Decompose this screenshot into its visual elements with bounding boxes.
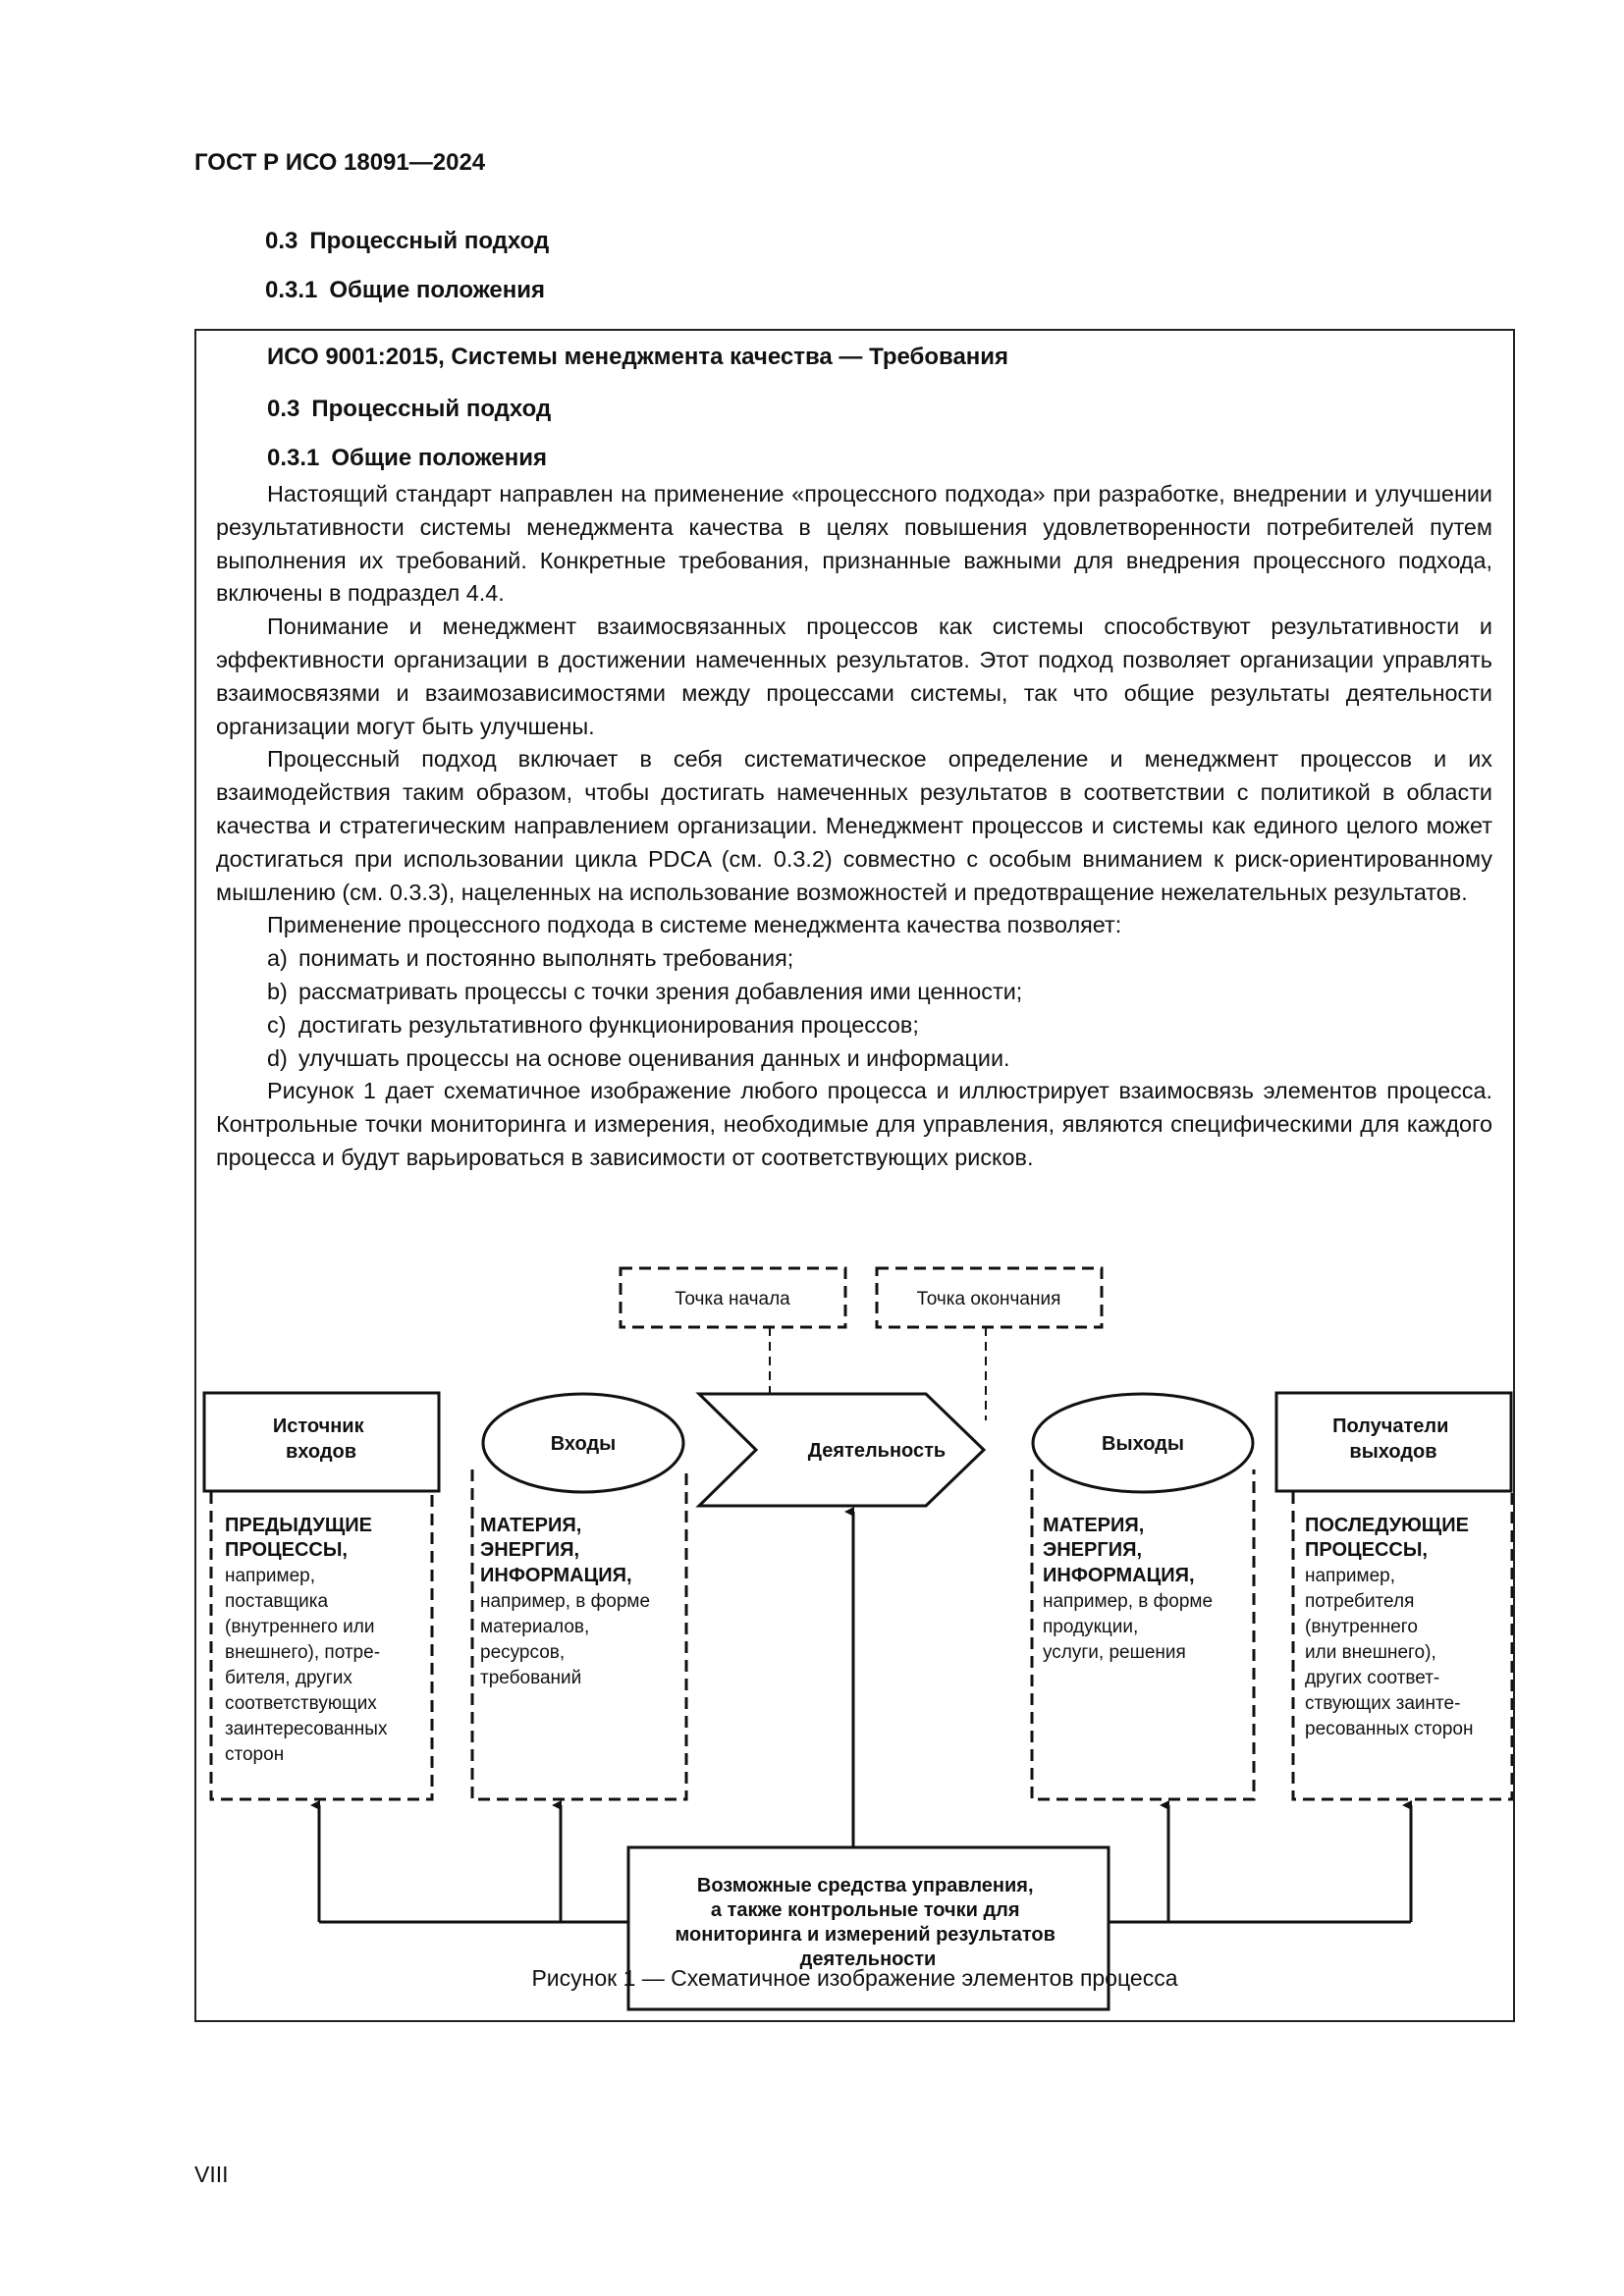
- outputs-label: Выходы: [1102, 1433, 1184, 1455]
- frame-subsection-number: 0.3.1: [267, 445, 320, 471]
- source-label: Источник входов: [272, 1415, 364, 1463]
- prev-processes-text: ПРЕДЫДУЩИЕ ПРОЦЕССЫ, например, поставщика (внутреннего или внешнего), потре- бителя, других соответствующих заинтересованных сторон: [225, 1515, 388, 1765]
- paragraph: Процессный подход включает в себя систематическое определение и менеджмент процессов и их взаимодействия таким образом, чтобы достигать намеченных результатов в соответствии с политикой в области качества и стратегическим направлением организации. Менеджмент процессов и системы как единого целого может достигаться при использовании цикла PDCA (см. 0.3.2) совместно с особым вниманием к риск-ориентированному мышлению (см. 0.3.3), нацеленных на использование возможностей и предотвращение нежелательных результатов.: [216, 746, 1492, 905]
- outputs-detail-text: МАТЕРИЯ, ЭНЕРГИЯ, ИНФОРМАЦИЯ, например, в форме продукции, услуги, решения: [1043, 1515, 1214, 1663]
- subsection-number: 0.3.1: [265, 277, 318, 303]
- controls-label: Возможные средства управления, а также контрольные точки для мониторинга и измерений результатов деятельности: [675, 1875, 1056, 1970]
- list-item-label: a): [267, 945, 288, 972]
- next-processes-text: ПОСЛЕДУЮЩИЕ ПРОЦЕССЫ, например, потребителя (внутреннего или внешнего), других соответ- ствующих заинте- ресованных сторон: [1305, 1515, 1474, 1739]
- section-title: Процессный подход: [309, 228, 550, 254]
- list-item-text: понимать и постоянно выполнять требования;: [298, 945, 794, 972]
- paragraph: Понимание и менеджмент взаимосвязанных процессов как системы способствуют результативности и эффективности организации в достижении намеченных результатов. Этот подход позволяет организации управлять взаимосвязями и взаимозависимостями между процессами системы, так что общие результаты деятельности организации могут быть улучшены.: [216, 614, 1492, 739]
- end-point-label: Точка окончания: [916, 1289, 1061, 1309]
- list-item-text: рассматривать процессы с точки зрения добавления ими ценности;: [298, 978, 1023, 1004]
- list-item-text: достигать результативного функционирования процессов;: [298, 1011, 919, 1038]
- document-header: ГОСТ Р ИСО 18091—2024: [194, 149, 486, 176]
- paragraph: Рисунок 1 дает схематичное изображение любого процесса и иллюстрирует взаимосвязь элементов процесса. Контрольные точки мониторинга и измерения, необходимые для управления, являются специфическими для каждого процесса и будут варьироваться в зависимости от соответствующих рисков.: [216, 1078, 1492, 1170]
- section-heading: [265, 228, 549, 255]
- subsection-heading: [265, 277, 545, 304]
- paragraph: Применение процессного подхода в системе менеджмента качества позволяет:: [267, 912, 1122, 938]
- frame-section-number: 0.3: [267, 396, 300, 422]
- list-item-label: c): [267, 1011, 287, 1038]
- quoted-standard-frame: [194, 329, 1515, 2022]
- receivers-label: Получатели выходов: [1332, 1415, 1449, 1463]
- page-number: VIII: [194, 2162, 229, 2187]
- list-item-label: d): [267, 1044, 288, 1071]
- list-item-text: улучшать процессы на основе оценивания данных и информации.: [298, 1044, 1010, 1071]
- paragraph: Настоящий стандарт направлен на применение «процессного подхода» при разработке, внедрении и улучшении результативности системы менеджмента качества в целях повышения удовлетворенности потребителей путем выполнения их требований. Конкретные требования, признанные важными для внедрения процессного подхода, включены в подраздел 4.4.: [216, 481, 1492, 607]
- frame-section-title: Процессный подход: [311, 396, 552, 422]
- frame-title: ИСО 9001:2015, Системы менеджмента качества — Требования: [267, 344, 1009, 370]
- list-item-label: b): [267, 978, 288, 1004]
- frame-subsection-title: Общие положения: [331, 445, 548, 471]
- inputs-label: Входы: [550, 1433, 617, 1455]
- subsection-title: Общие положения: [329, 277, 546, 303]
- activity-label: Деятельность: [807, 1440, 947, 1462]
- inputs-detail-text: МАТЕРИЯ, ЭНЕРГИЯ, ИНФОРМАЦИЯ, например, в форме материалов, ресурсов, требований: [480, 1515, 651, 1688]
- process-diagram: [196, 331, 1513, 2020]
- section-number: 0.3: [265, 228, 298, 254]
- figure-caption: Рисунок 1 — Схематичное изображение элементов процесса: [531, 1965, 1178, 1991]
- start-point-label: Точка начала: [675, 1289, 790, 1309]
